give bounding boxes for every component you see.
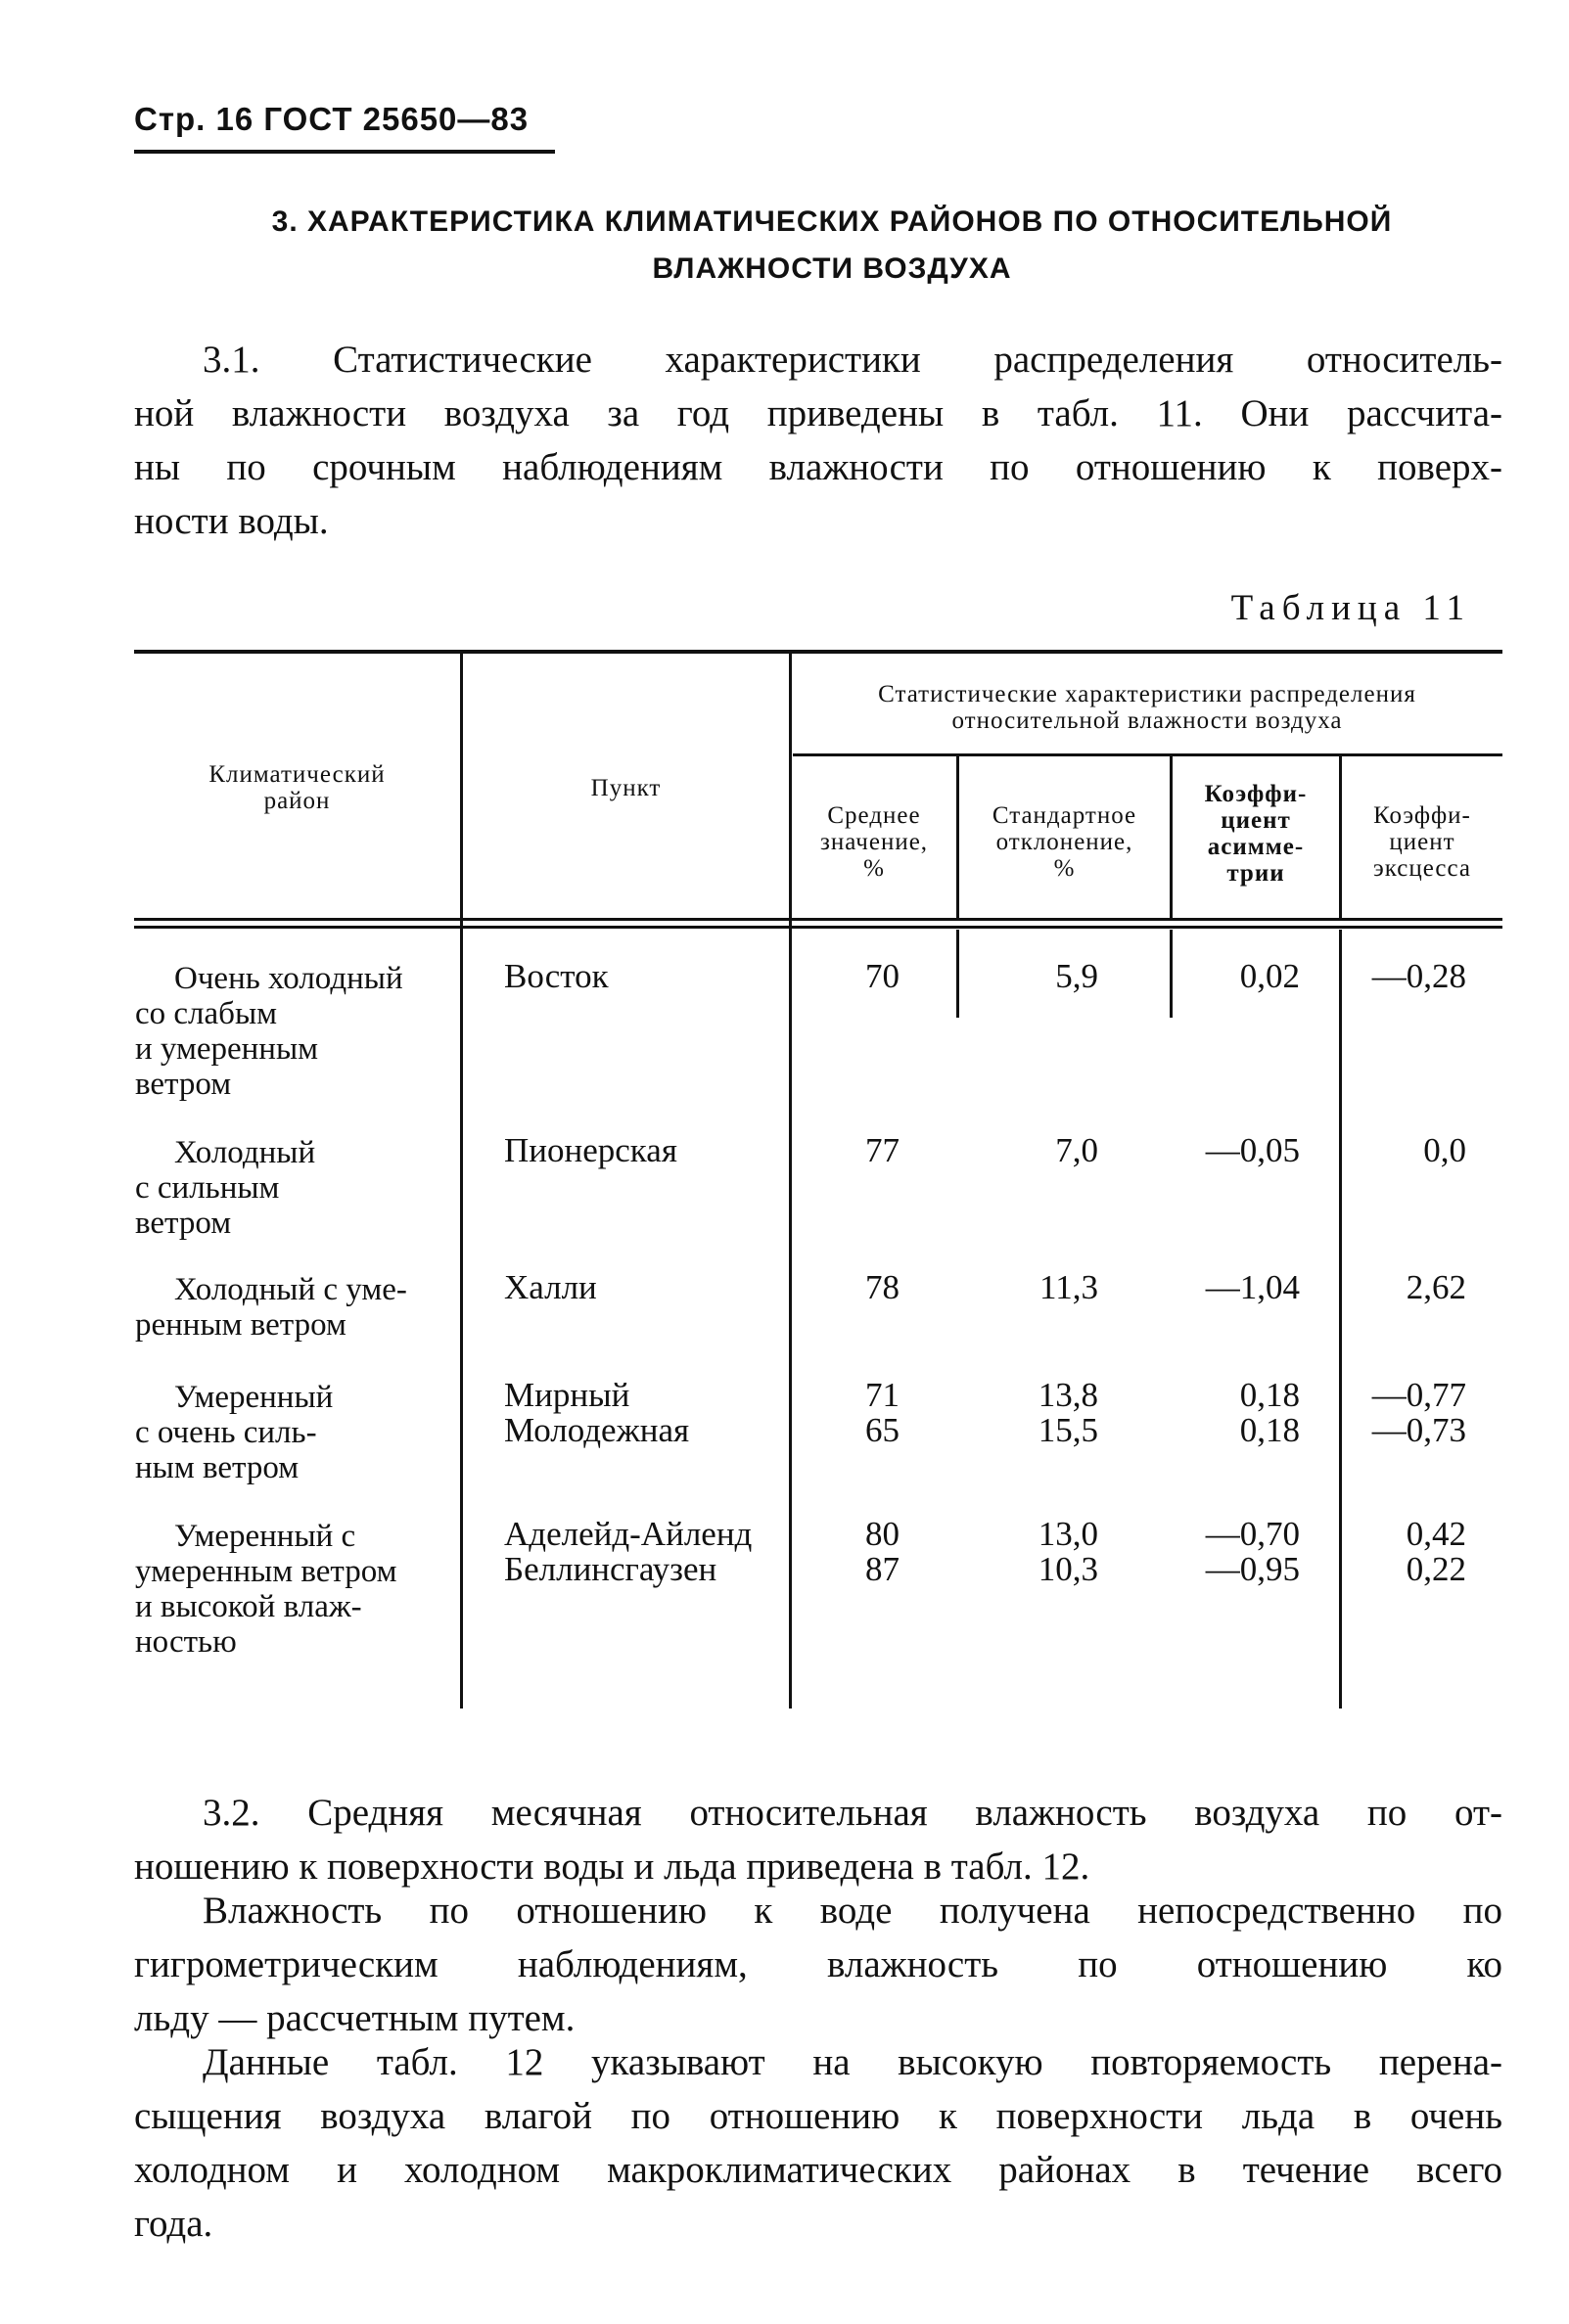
region-line: Холодный <box>174 1135 316 1170</box>
skew-value: —0,70 <box>1205 1515 1300 1553</box>
std-value: 5,9 <box>1055 957 1098 995</box>
region-line: Очень холодный <box>174 961 403 996</box>
text-line: ны по срочным наблюдениям влажности по отношению к поверх- <box>134 446 1502 488</box>
skew-value: 0,18 <box>1239 1376 1300 1414</box>
region-line: со слабым <box>135 996 278 1031</box>
station: Восток <box>504 957 609 995</box>
text-line: сыщения воздуха влагой по отношению к поверхности льда в очень <box>134 2095 1502 2137</box>
region-line: умеренным ветром <box>135 1554 397 1589</box>
region-line: ренным ветром <box>135 1307 346 1343</box>
section-title-line2: ВЛАЖНОСТИ ВОЗДУХА <box>652 252 1012 285</box>
header-text: значение, <box>819 829 929 855</box>
skew-value: 0,02 <box>1239 957 1300 995</box>
mean-value: 70 <box>865 957 900 995</box>
std-value: 11,3 <box>1039 1268 1098 1306</box>
text-line: гигрометрическим наблюдениям, влажность по отношению ко <box>134 1943 1502 1985</box>
station: Молодежная <box>504 1411 690 1449</box>
header-group-rule <box>793 753 1502 756</box>
text-line: Влажность по отношению к воде получена непосредственно по <box>203 1890 1502 1932</box>
text-line: 3.2. Средняя месячная относительная влажность воздуха по от- <box>203 1792 1502 1834</box>
std-value: 7,0 <box>1055 1131 1098 1169</box>
station: Беллинсгаузен <box>504 1550 717 1588</box>
header-text: район <box>263 788 331 814</box>
region-line: ностью <box>135 1624 237 1660</box>
region-line: Умеренный с <box>174 1519 356 1554</box>
header-region <box>134 761 460 814</box>
text-line: холодном и холодном макроклиматических районах в течение всего <box>134 2149 1502 2191</box>
table-row-region <box>135 1380 458 1485</box>
text-line: Данные табл. 12 указывают на высокую повторяемость перена- <box>203 2041 1502 2083</box>
mean-value: 71 <box>865 1376 900 1414</box>
text-line: года. <box>134 2203 213 2245</box>
region-line: с сильным <box>135 1170 280 1206</box>
header-text: % <box>1053 855 1076 882</box>
paragraph-3-2 <box>134 1786 1502 1893</box>
header-text: относительной влажности воздуха <box>951 707 1343 734</box>
text-line: льду — рассчетным путем. <box>134 1997 576 2039</box>
table-row-region <box>135 1272 458 1343</box>
mean-value: 87 <box>865 1550 900 1588</box>
header-text: асимме- <box>1207 834 1305 860</box>
header-mean <box>792 802 956 882</box>
header-text: трии <box>1226 860 1285 887</box>
text-line: ношению к поверхности воды и льда приведена в табл. 12. <box>134 1846 1090 1888</box>
header-text: Стандартное <box>992 802 1137 829</box>
header-text: Среднее <box>827 802 921 829</box>
header-rule <box>134 150 555 154</box>
skew-value: —0,95 <box>1205 1550 1300 1588</box>
col-divider-skew-body <box>1339 930 1342 1709</box>
header-bottom-rule-2 <box>134 926 1502 929</box>
kurt-value: 2,62 <box>1406 1268 1466 1306</box>
header-text: Климатический <box>208 761 386 788</box>
kurt-value: —0,73 <box>1371 1411 1466 1449</box>
header-text: Статистические характеристики распределения <box>878 681 1416 707</box>
kurt-value: 0,22 <box>1406 1550 1466 1588</box>
header-text: циент <box>1389 829 1455 855</box>
header-station: Пункт <box>590 775 662 801</box>
station: Пионерская <box>504 1131 677 1169</box>
mean-value: 65 <box>865 1411 900 1449</box>
std-value: 15,5 <box>1038 1411 1098 1449</box>
paragraph-humidity <box>134 1884 1502 2045</box>
kurt-value: —0,77 <box>1371 1376 1466 1414</box>
table-caption: Таблица 11 <box>1230 588 1471 628</box>
region-line: с очень силь- <box>135 1415 317 1450</box>
region-line: и высокой влаж- <box>135 1589 362 1624</box>
kurt-value: 0,0 <box>1423 1131 1466 1169</box>
skew-value: 0,18 <box>1239 1411 1300 1449</box>
std-value: 13,8 <box>1038 1376 1098 1414</box>
table-row-region <box>135 1135 458 1241</box>
std-value: 10,3 <box>1038 1550 1098 1588</box>
col-divider-region <box>460 654 463 1709</box>
region-line: ным ветром <box>135 1450 300 1485</box>
std-value: 13,0 <box>1038 1515 1098 1553</box>
station: Аделейд-Айленд <box>504 1515 753 1553</box>
section-title-line1: 3. ХАРАКТЕРИСТИКА КЛИМАТИЧЕСКИХ РАЙОНОВ ПО ОТНОСИТЕЛЬНОЙ <box>271 205 1393 238</box>
table-row-region <box>135 961 458 1102</box>
kurt-value: —0,28 <box>1371 957 1466 995</box>
table-top-rule <box>134 650 1502 654</box>
mean-value: 80 <box>865 1515 900 1553</box>
paragraph-table12 <box>134 2035 1502 2251</box>
kurt-value: 0,42 <box>1406 1515 1466 1553</box>
paragraph-3-1 <box>134 333 1502 548</box>
text-line: 3.1. Статистические характеристики распределения относитель- <box>203 339 1502 381</box>
region-line: Умеренный <box>174 1380 334 1415</box>
page-header: Стр. 16 ГОСТ 25650—83 <box>134 101 530 137</box>
mean-value: 78 <box>865 1268 900 1306</box>
header-bottom-rule-1 <box>134 918 1502 921</box>
station: Халли <box>504 1268 597 1306</box>
region-line: и умеренным <box>135 1031 319 1067</box>
region-line: ветром <box>135 1206 232 1241</box>
header-text: отклонение, <box>995 829 1133 855</box>
header-skew <box>1173 781 1339 887</box>
header-text: Коэффи- <box>1373 802 1471 829</box>
text-line: ной влажности воздуха за год приведены в табл. 11. Они рассчита- <box>134 392 1502 434</box>
station: Мирный <box>504 1376 630 1414</box>
header-text: % <box>863 855 885 882</box>
mean-value: 77 <box>865 1131 900 1169</box>
skew-value: —1,04 <box>1205 1268 1300 1306</box>
header-kurt <box>1342 802 1502 882</box>
header-text: эксцесса <box>1372 855 1472 882</box>
header-text: Коэффи- <box>1204 781 1308 807</box>
table-row-region <box>135 1519 458 1660</box>
text-line: ности воды. <box>134 500 329 542</box>
region-line: Холодный с уме- <box>174 1272 407 1307</box>
skew-value: —0,05 <box>1205 1131 1300 1169</box>
region-line: ветром <box>135 1067 232 1102</box>
header-group <box>792 681 1502 734</box>
header-text: циент <box>1221 807 1291 834</box>
header-std <box>959 802 1170 882</box>
